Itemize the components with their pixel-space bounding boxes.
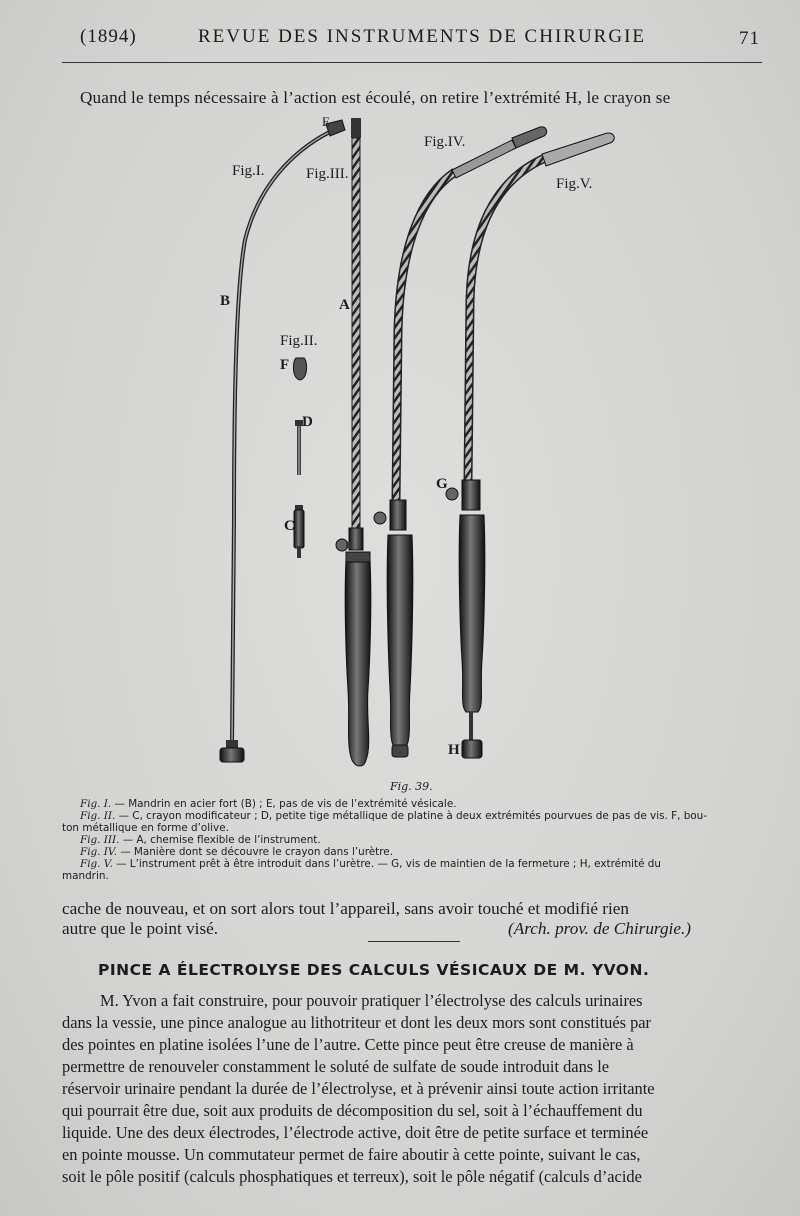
body-line-2: dans la vessie, une pince analogue au lithotriteur et dont les deux mors sont constitués par xyxy=(62,1013,652,1032)
label-G: G xyxy=(436,476,448,492)
after-line-1: cache de nouveau, et on sort alors tout l’appareil, sans avoir touché et modifié rien xyxy=(62,899,629,918)
label-D: D xyxy=(302,414,313,430)
body-line-1: M. Yvon a fait construire, pour pouvoir pratiquer l’électrolyse des calculs urinaires xyxy=(100,991,643,1010)
section-divider xyxy=(368,941,460,942)
body-line-6: qui pourrait être due, soit aux produits de décomposition du sel, soit à l’échauffement du xyxy=(62,1101,643,1120)
label-fig1: Fig.I. xyxy=(232,163,265,179)
after-line-2: autre que le point visé. xyxy=(62,919,219,938)
label-fig4: Fig.IV. xyxy=(424,134,466,150)
caption-2: Fig. II. — C, crayon modificateur ; D, petite tige métallique de platine à deux extrémités pourvues de pas de vis. F, bou- xyxy=(80,810,707,822)
body-line-5: réservoir urinaire pendant la durée de l’électrolyse, et à prévenir ainsi toute action irritante xyxy=(62,1079,655,1098)
body-line-4: permettre de renouveler constamment le soluté de sulfate de soude introduit dans le xyxy=(62,1057,610,1076)
header-year: (1894) xyxy=(80,26,137,47)
label-A: A xyxy=(339,297,350,313)
fig4-instrument xyxy=(374,127,547,757)
caption-3: ton métallique en forme d’olive. xyxy=(62,822,229,834)
fig2-parts xyxy=(293,358,306,558)
page-number: 71 xyxy=(739,28,760,49)
fig5-instrument xyxy=(446,133,614,758)
label-fig2: Fig.II. xyxy=(280,333,318,349)
caption-5: Fig. IV. — Manière dont se découvre le crayon dans l’urètre. xyxy=(80,846,393,858)
fig3-sheath xyxy=(336,118,371,766)
caption-1: Fig. I. — Mandrin en acier fort (B) ; E, pas de vis de l’extrémité vésicale. xyxy=(80,798,457,810)
label-E: E xyxy=(322,114,330,129)
label-fig3: Fig.III. xyxy=(306,166,349,182)
label-fig5: Fig.V. xyxy=(556,176,593,192)
caption-6: Fig. V. — L’instrument prêt à être introduit dans l’urètre. — G, vis de maintien de la fermeture ; H, extrémité du xyxy=(80,858,661,870)
label-B: B xyxy=(220,293,231,309)
journal-title: REVUE DES INSTRUMENTS DE CHIRURGIE xyxy=(198,26,646,47)
caption-4: Fig. III. — A, chemise flexible de l’instrument. xyxy=(80,834,321,846)
fig1-mandrin xyxy=(220,120,345,762)
label-C: C xyxy=(284,518,295,534)
body-line-7: liquide. Une des deux électrodes, l’électrode active, doit être de petite surface et terminée xyxy=(62,1123,649,1142)
body-line-3: des pointes en platine isolées l’une de l’autre. Cette pince peut être creuse de manière à xyxy=(62,1035,634,1054)
intro-line: Quand le temps nécessaire à l’action est écoulé, on retire l’extrémité H, le crayon se xyxy=(80,88,671,107)
label-H: H xyxy=(448,742,460,758)
body-line-9: soit le pôle positif (calculs phosphatiques et terreux), soit le pôle négatif (calculs d’acide xyxy=(62,1167,642,1186)
label-F: F xyxy=(280,357,290,373)
section-title: PINCE A ÉLECTROLYSE DES CALCULS VÉSICAUX DE M. YVON. xyxy=(98,961,650,979)
body-line-8: en pointe mousse. Un commutateur permet de faire aboutir à cette pointe, suivant le cas, xyxy=(62,1145,641,1164)
source-citation: (Arch. prov. de Chirurgie.) xyxy=(508,919,691,938)
caption-7: mandrin. xyxy=(62,870,109,882)
figure-number: Fig. 39. xyxy=(390,780,433,793)
